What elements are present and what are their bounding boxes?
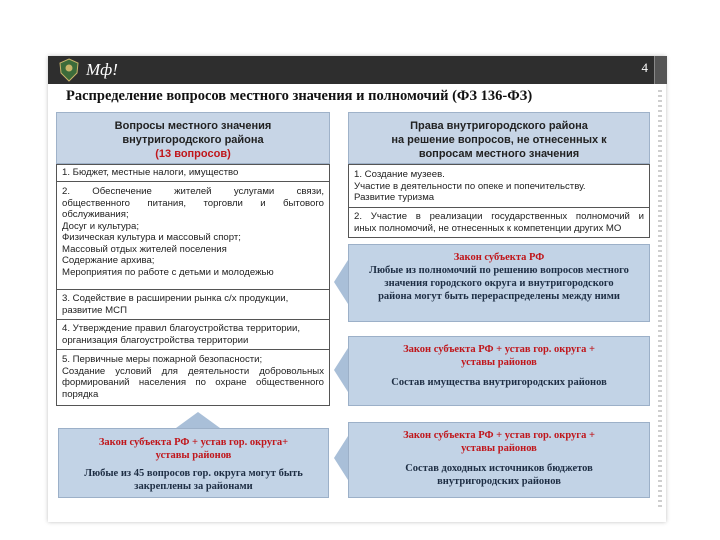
left-header-count: (13 вопросов)	[155, 148, 231, 160]
info-box-law: Закон субъекта РФ	[453, 252, 545, 263]
left-header-line-2: внутригородского района	[122, 134, 264, 146]
arrow-left-icon	[334, 348, 348, 392]
list-item-line: организация благоустройства территории	[62, 334, 249, 346]
page-number: 4	[641, 60, 648, 75]
list-item-line: формирований населения по охране общественного	[62, 377, 324, 388]
slide-header-bar	[48, 56, 666, 84]
list-item-line: порядка	[62, 388, 99, 400]
list-item-line: Участие в деятельности по опеке и попечительству.	[354, 180, 586, 192]
list-item-line: Досуг и культура;	[62, 220, 139, 232]
list-item-line: 5. Первичные меры пожарной безопасности;	[62, 354, 263, 365]
list-item-line: общественного питания, торговли и бытового	[62, 197, 324, 209]
list-item-line: 3. Содействие в расширении рынка с/х продукции,	[62, 293, 289, 304]
right-header-line-2: на решение вопросов, не отнесенных к	[391, 134, 607, 146]
arrow-left-icon	[334, 436, 348, 480]
list-item	[56, 320, 330, 350]
list-item-line: Физическая культура и массовый спорт;	[62, 232, 241, 243]
info-box-budget	[348, 422, 650, 498]
info-box-text: значения городского округа и внутригородского	[384, 278, 614, 289]
right-header-line-1: Права внутригородского района	[410, 120, 588, 132]
list-item-line: обслуживания;	[62, 209, 129, 220]
list-item-line: развитие МСП	[62, 304, 127, 316]
list-item-line: 1. Бюджет, местные налоги, имущество	[62, 167, 239, 178]
left-header-line-1: Вопросы местного значения	[114, 120, 272, 132]
info-box-text: Любые из полномочий по решению вопросов местного	[369, 265, 629, 276]
arrow-up-icon	[176, 412, 220, 428]
scrollbar-track[interactable]	[658, 90, 662, 510]
list-item-line: 2. Участие в реализации государственных полномочий и	[354, 211, 644, 222]
info-box-issues	[58, 428, 329, 498]
list-item	[348, 164, 650, 208]
info-box-text: Состав имущества внутригородских районов	[391, 377, 607, 388]
info-box-text: района могут быть перераспределены между ними	[378, 291, 620, 302]
arrow-left-icon	[334, 260, 348, 304]
list-item-line: 1. Создание музеев.	[354, 169, 445, 180]
list-item-line: Создание условий для деятельности добровольных	[62, 365, 324, 377]
info-box-text: закреплены за районами	[134, 481, 253, 492]
list-item-line: Массовый отдых жителей поселения	[62, 243, 227, 255]
info-box-text: Любые из 45 вопросов гор. округа могут быть	[84, 468, 303, 479]
info-box-law: Закон субъекта РФ + устав гор. округа +	[403, 430, 595, 441]
slide-title: Распределение вопросов местного значения и полномочий (ФЗ 136-ФЗ)	[66, 88, 533, 104]
list-item	[56, 290, 330, 320]
list-item	[348, 208, 650, 238]
list-item-line: иных полномочий, не отнесенных к компетенции других МО	[354, 222, 622, 234]
scrollbar-handle[interactable]	[654, 56, 667, 84]
list-item-line: Развитие туризма	[354, 192, 435, 203]
list-item-line: 4. Утверждение правил благоустройства территории,	[62, 323, 301, 334]
info-box-law: Закон субъекта РФ + устав гор. округа+	[98, 437, 289, 448]
info-box-law: Закон субъекта РФ + устав гор. округа +	[403, 344, 595, 355]
list-item-line: 2. Обеспечение жителей услугами связи,	[62, 186, 324, 197]
info-box-law: уставы районов	[461, 357, 537, 368]
list-item-line: Мероприятия по работе с детьми и молодежью	[62, 266, 274, 278]
left-panel-header	[56, 112, 330, 164]
list-item-line: Содержание архива;	[62, 255, 155, 266]
right-header-line-3: вопросам местного значения	[418, 148, 580, 160]
right-panel-header	[348, 112, 650, 164]
list-item	[56, 164, 330, 182]
info-box-text: Состав доходных источников бюджетов	[405, 463, 593, 474]
info-box-redistribution	[348, 244, 650, 322]
info-box-law: уставы районов	[155, 450, 232, 461]
info-box-law: уставы районов	[461, 443, 537, 454]
info-box-property	[348, 336, 650, 406]
list-item	[56, 350, 330, 406]
logo-text: Мф!	[86, 60, 118, 79]
emblem-icon	[58, 58, 80, 82]
list-item	[56, 182, 330, 290]
info-box-text: внутригородских районов	[437, 476, 561, 487]
